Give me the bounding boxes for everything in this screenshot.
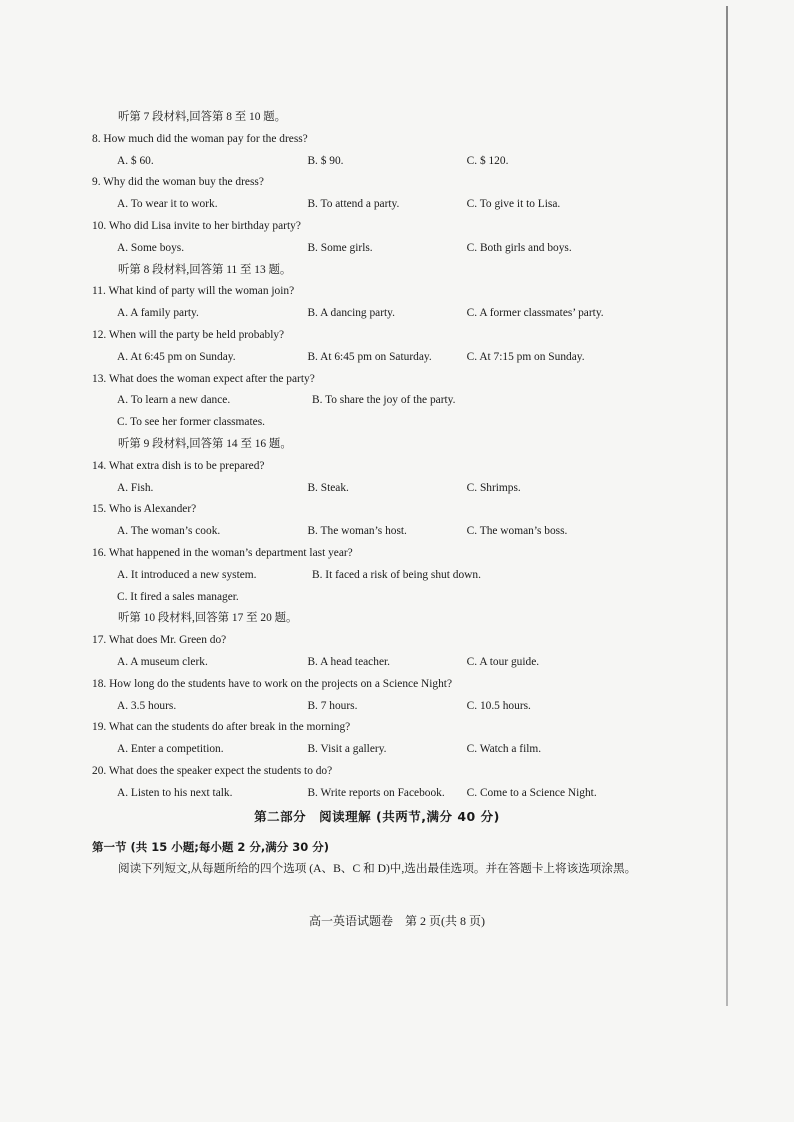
question-text: 8. How much did the woman pay for the dress? [92, 132, 308, 145]
section-header: 听第 10 段材料,回答第 17 至 20 题。 [118, 612, 298, 625]
option-b: B. A dancing party. [307, 307, 395, 320]
page-content [92, 107, 662, 879]
option-c: C. Watch a film. [466, 743, 542, 756]
question-text: 9. Why did the woman buy the dress? [92, 176, 264, 189]
page-footer: 高一英语试题卷 第 2 页(共 8 页) [309, 914, 485, 928]
options-row [92, 390, 662, 412]
question-text: 15. Who is Alexander? [92, 503, 197, 516]
option-a: A. To wear it to work. [117, 198, 218, 211]
option-a: A. $ 60. [117, 154, 154, 167]
option-c: C. To give it to Lisa. [466, 198, 561, 211]
option-b: B. $ 90. [307, 154, 344, 167]
question-text: 20. What does the speaker expect the students to do? [92, 764, 333, 777]
options-row [92, 783, 662, 805]
option-c: C. A former classmates’ party. [466, 307, 604, 320]
option-b: B. It faced a risk of being shut down. [312, 568, 481, 581]
option-c: C. 10.5 hours. [466, 699, 531, 712]
option-b: B. 7 hours. [307, 699, 358, 712]
option-a: A. Fish. [117, 481, 154, 494]
options-row [92, 739, 662, 761]
option-a: A. Some boys. [117, 241, 185, 254]
section-header: 听第 7 段材料,回答第 8 至 10 题。 [118, 111, 287, 123]
option-c: C. To see her former classmates. [117, 416, 265, 429]
options-row [92, 478, 662, 500]
option-b: B. Write reports on Facebook. [307, 786, 445, 799]
section-one-title: 第一节 (共 15 小题;每小题 2 分,满分 30 分) [92, 840, 330, 855]
section-header: 听第 8 段材料,回答第 11 至 13 题。 [118, 263, 292, 276]
option-b: B. Steak. [307, 481, 349, 494]
options-row [92, 521, 662, 543]
scan-edge-line [726, 6, 728, 1006]
option-b: B. A head teacher. [307, 655, 391, 668]
question-text: 14. What extra dish is to be prepared? [92, 459, 265, 472]
question-text: 17. What does Mr. Green do? [92, 634, 227, 647]
option-a: A. Enter a competition. [117, 743, 224, 756]
option-a: A. Listen to his next talk. [117, 786, 233, 799]
option-b: B. Some girls. [307, 241, 373, 254]
option-b: B. At 6:45 pm on Saturday. [307, 350, 432, 363]
option-a: A. To learn a new dance. [117, 394, 231, 407]
option-a: A. A museum clerk. [117, 655, 208, 668]
question-text: 19. What can the students do after break in the morning? [92, 721, 351, 734]
question-text: 11. What kind of party will the woman join? [92, 285, 295, 298]
reading-instruction: 阅读下列短文,从每题所给的四个选项 (A、B、C 和 D)中,选出最佳选项。并在答题卡上将该选项涂黑。 [118, 862, 637, 876]
option-c: C. It fired a sales manager. [117, 590, 239, 603]
section-header: 听第 9 段材料,回答第 14 至 16 题。 [118, 437, 292, 450]
options-row [92, 303, 662, 325]
option-c: C. A tour guide. [466, 655, 540, 668]
options-row [92, 696, 662, 718]
part-two-title: 第二部分 阅读理解 (共两节,满分 40 分) [254, 808, 500, 824]
options-row [92, 238, 662, 260]
option-c: C. Shrimps. [466, 481, 521, 494]
options-row [92, 151, 662, 173]
options-row [92, 652, 662, 674]
question-text: 18. How long do the students have to work on the projects on a Science Night? [92, 677, 452, 690]
question-text: 12. When will the party be held probably? [92, 328, 285, 341]
options-row [92, 347, 662, 369]
option-b: B. The woman’s host. [307, 525, 407, 538]
option-c: C. Come to a Science Night. [466, 786, 597, 799]
option-a: A. 3.5 hours. [117, 699, 177, 712]
options-row [92, 194, 662, 216]
option-a: A. The woman’s cook. [117, 525, 221, 538]
option-c: C. At 7:15 pm on Sunday. [466, 350, 585, 363]
option-a: A. At 6:45 pm on Sunday. [117, 350, 236, 363]
option-c: C. $ 120. [466, 154, 509, 167]
option-c: C. Both girls and boys. [466, 241, 572, 254]
option-b: B. To share the joy of the party. [312, 394, 456, 407]
options-row [92, 565, 662, 587]
option-c: C. The woman’s boss. [466, 525, 568, 538]
question-text: 10. Who did Lisa invite to her birthday party? [92, 219, 301, 232]
question-text: 16. What happened in the woman’s department last year? [92, 546, 353, 559]
option-b: B. To attend a party. [307, 198, 400, 211]
option-b: B. Visit a gallery. [307, 743, 387, 756]
option-a: A. A family party. [117, 307, 199, 320]
question-text: 13. What does the woman expect after the party? [92, 372, 315, 385]
option-a: A. It introduced a new system. [117, 568, 257, 581]
